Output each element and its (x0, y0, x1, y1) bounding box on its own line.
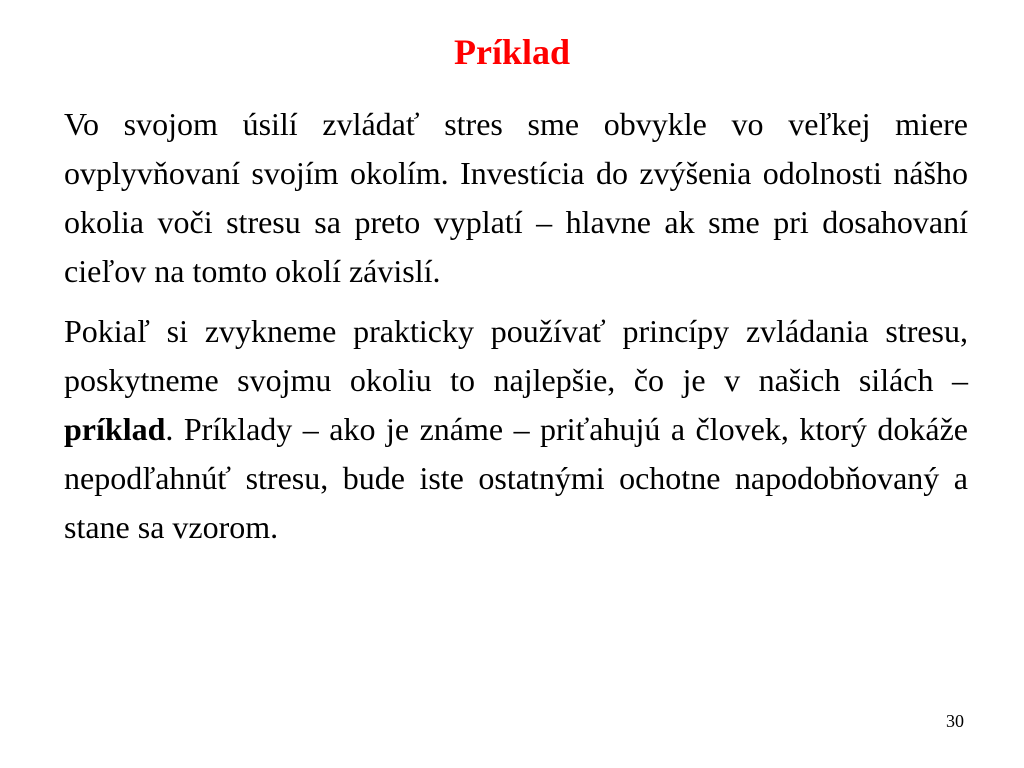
paragraph-2-text-after: . Príklady – ako je známe – priťahujú a človek, ktorý dokáže nepodľahnúť stresu, bude iste ostatnými ochotne napodobňovaný a stane sa vzorom. (64, 411, 968, 545)
slide-body (64, 100, 968, 552)
slide-title: Príklad (453, 32, 570, 72)
paragraph-2-text-before: Pokiaľ si zvykneme prakticky používať princípy zvládania stresu, poskytneme svojmu okoliu to najlepšie, čo je v našich silách – (64, 313, 968, 398)
paragraph-2 (64, 307, 968, 552)
paragraph-2-bold-word: príklad (64, 411, 166, 447)
paragraph-1: Vo svojom úsilí zvládať stres sme obvykle vo veľkej miere ovplyvňovaní svojím okolím. Investícia do zvýšenia odolnosti nášho okolia voči stresu sa preto vyplatí – hlavne ak sme pri dosahovaní cieľov na tomto okolí závislí. (64, 106, 968, 289)
page-number: 30 (946, 711, 964, 731)
